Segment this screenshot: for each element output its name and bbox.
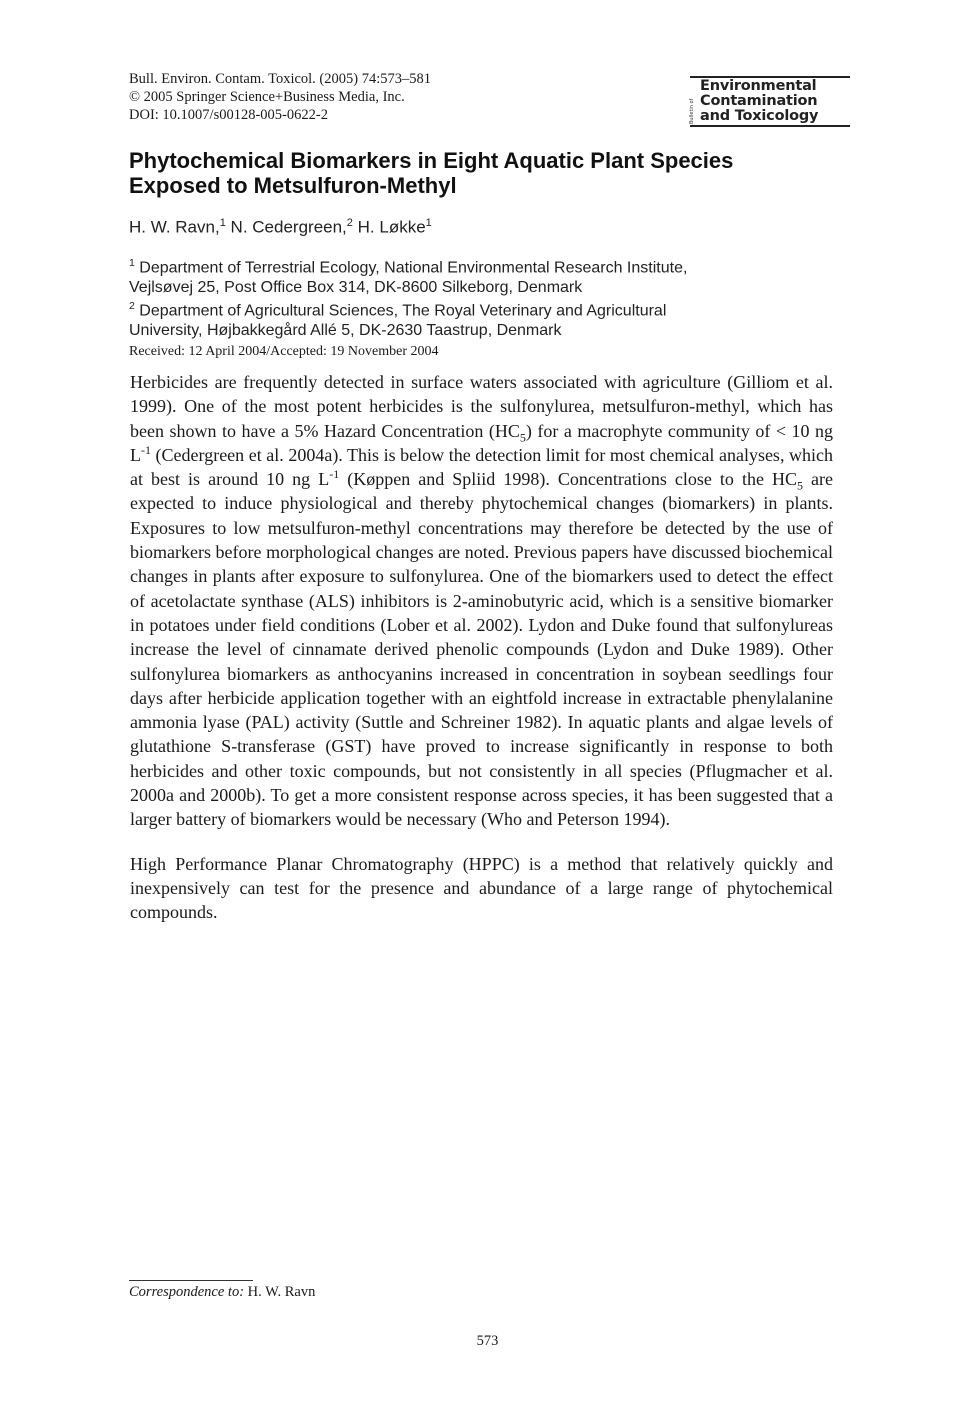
correspondence-name: H. W. Ravn [244,1284,316,1300]
affiliation-1-line-1: $^1$ Department of Terrestrial Ecology, National Environmental Research Institute, [129,257,688,277]
journal-logo [690,76,850,127]
body-paragraph-1: Herbicides are frequently detected in surface waters associated with agriculture (Gilliom et al. 1999). One of the most potent herbicides is the sulfonylurea, metsulfuron-methyl, which has been shown to have a 5% Hazard Concentration $(HC_5)$ for a macrophyte community of < 10 ng $L^{-1}$ (Cedergreen et al. 2004a). This is below the detection limit for most chemical analyses, which at best is around 10 ng $L^{-1}$ (Køppen and Spliid 1998). Concentrations close to the $HC_5$ are expected to induce physiological and thereby phytochemical changes (biomarkers) in plants. Exposures to low metsulfuron-methyl concentrations may therefore be detected by the use of biomarkers before morphological changes are noted. Previous papers have discussed biochemical changes in plants after exposure to sulfonylurea. One of the biomarkers used to detect the effect of acetolactate synthase (ALS) inhibitors is 2-aminobutyric acid, which is a sensitive biomarker in potatoes under field conditions (Lober et al. 2002). Lydon and Duke found that sulfonylureas increase the level of cinnamate derived phenolic compounds (Lydon and Duke 1989). Other sulfonylurea biomarkers as anthocyanins increased in concentration in soybean seedlings four days after herbicide application together with an eightfold increase in extractable phenylalanine ammonia lyase (PAL) activity (Suttle and Schreiner 1982). In aquatic plants and algae levels of glutathione S-transferase (GST) have proved to increase significantly in response to both herbicides and other toxic compounds, but not consistently in all species (Pflugmacher et al. 2000a and 2000b). To get a more consistent response across species, it has been suggested that a larger battery of biomarkers would be necessary (Who and Peterson 1994). [130,372,833,830]
author-affiliation-mark: 2 [346,217,353,229]
logo-line-environmental: Environmental [700,78,817,94]
affiliation-1-line-2: Vejlsøvej 25, Post Office Box 314, DK-8600 Silkeborg, Denmark [129,278,583,296]
citation-copyright: © 2005 Springer Science+Business Media, Inc. [129,89,405,105]
affiliation-2-line-2: University, Højbakkegård Allé 5, DK-2630 Taastrup, Denmark [129,322,562,340]
title-line-2: Exposed to Metsulfuron-Methyl [129,173,457,198]
correspondence-footnote [129,1283,315,1301]
citation-journal: Bull. Environ. Contam. Toxicol. (2005) 74:573–581 [129,71,431,87]
footnote-rule [129,1280,253,1281]
correspondence-label: Correspondence to: [129,1284,245,1300]
logo-line-toxicology: and Toxicology [700,108,819,124]
citation-doi: DOI: 10.1007/s00128-005-0622-2 [129,107,328,123]
author-affiliation-mark: 1 [425,217,432,229]
title-line-1: Phytochemical Biomarkers in Eight Aquatic Plant Species [129,148,734,173]
logo-side-text: Bulletin of [689,98,695,124]
paper-title [129,148,869,198]
logo-line-contamination: Contamination [700,93,818,109]
author-list [129,212,432,239]
affiliation-2-line-1: $^2$ Department of Agricultural Sciences, The Royal Veterinary and Agricultural [129,300,667,320]
author-name: H. Løkke [357,217,426,237]
body-text [130,370,833,945]
citation-block [129,70,431,124]
author-name: H. W. Ravn, [129,217,220,237]
affiliation-mark: 2 [129,300,135,313]
affiliation-mark: 1 [129,257,135,269]
page-number: 573 [476,1333,499,1349]
author-name: N. Cedergreen, [230,217,347,237]
affiliation-list [129,254,849,341]
author-affiliation-mark: 1 [219,217,226,229]
logo-bottom-rule [690,125,850,127]
received-dates: Received: 12 April 2004/Accepted: 19 November 2004 [129,344,439,359]
body-paragraph-2: High Performance Planar Chromatography (HPPC) is a method that relatively quickly and inexpensively can test for the presence and abundance of a large range of phytochemical compounds. [130,853,833,923]
